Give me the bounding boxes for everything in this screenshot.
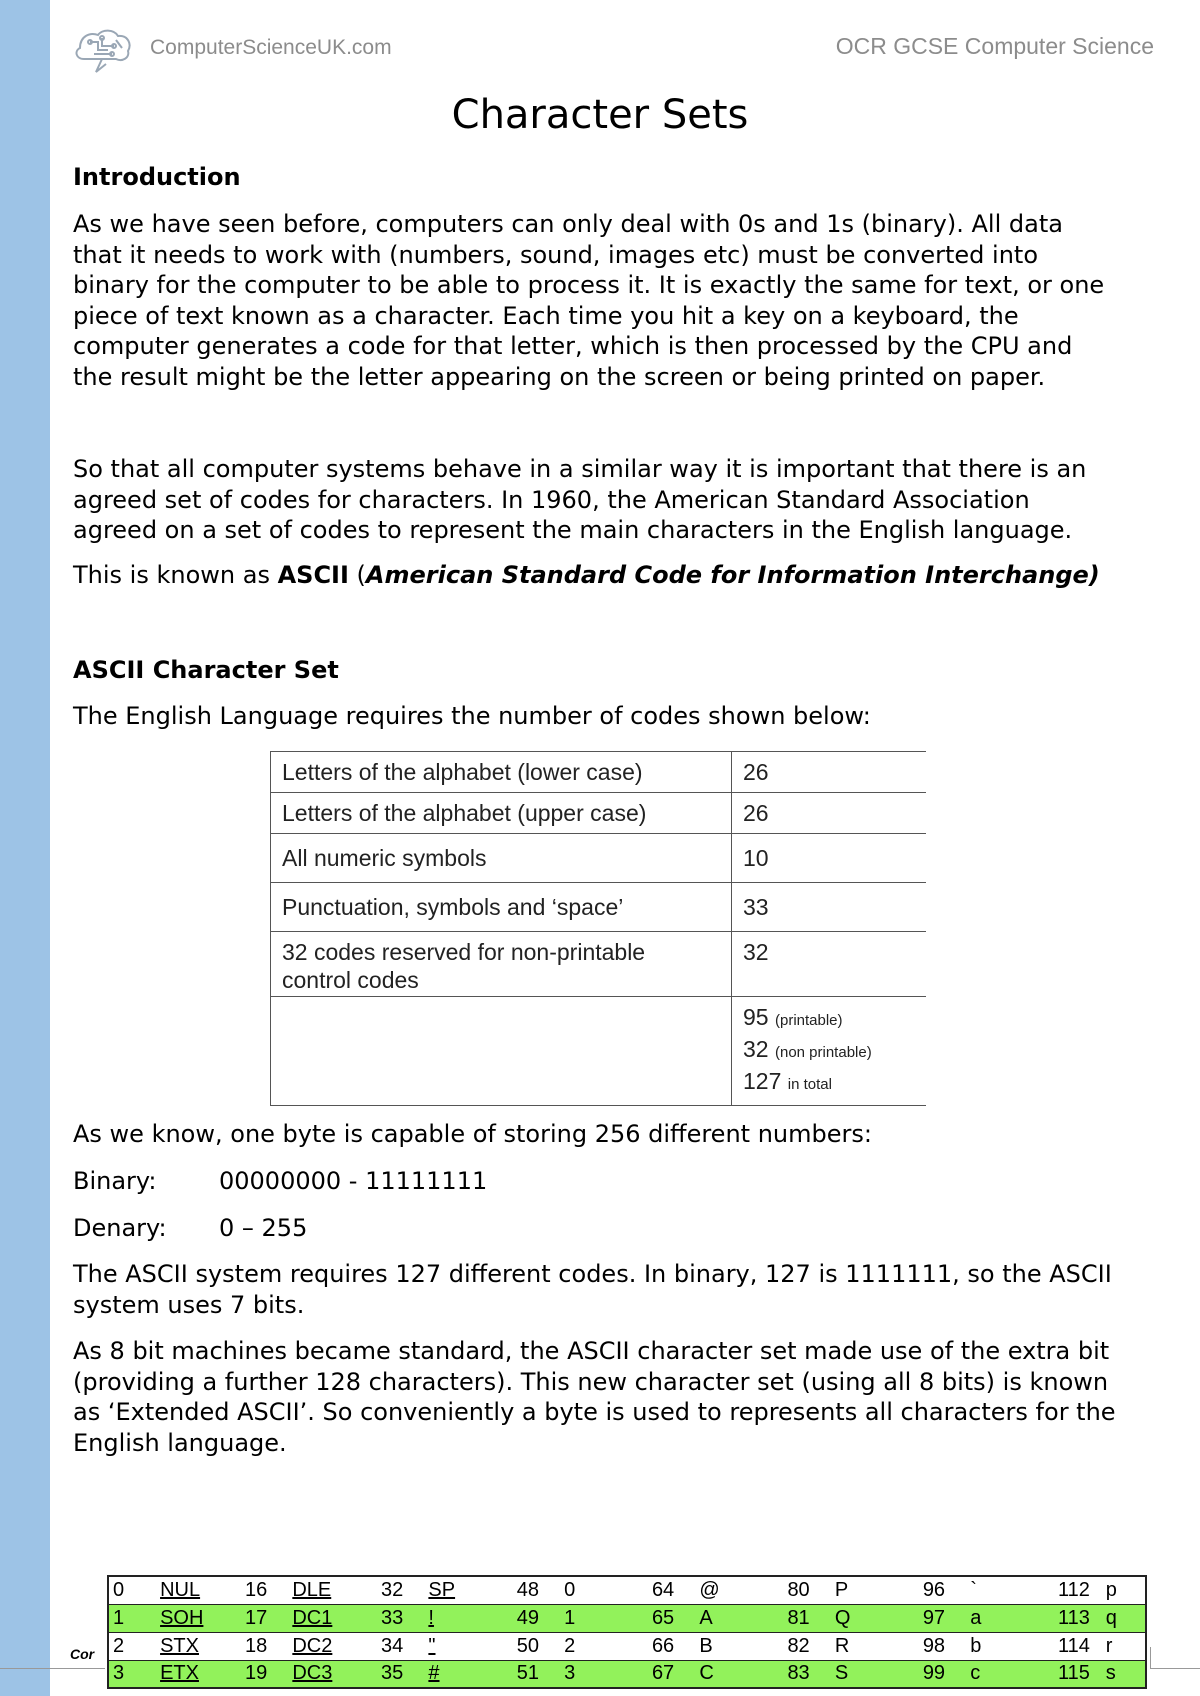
footer-rule-right xyxy=(1150,1668,1200,1669)
ascii-cell: 49 xyxy=(516,1606,539,1629)
ascii-cell: 115 xyxy=(1058,1662,1090,1685)
ascii-cell: B xyxy=(699,1634,713,1657)
ascii-cell: 80 xyxy=(787,1578,810,1601)
ascii-cell: 97 xyxy=(922,1606,946,1629)
ascii-code-table xyxy=(107,1575,1147,1689)
ascii-cell: 18 xyxy=(244,1634,268,1657)
ascii-cell: DC1 xyxy=(292,1606,333,1629)
ascii-cell: DC2 xyxy=(292,1634,333,1657)
ascii-cell: DC3 xyxy=(292,1662,333,1685)
ascii-cell: P xyxy=(834,1578,849,1601)
ascii-cell: 113 xyxy=(1058,1606,1090,1629)
byte-paragraph: As we know, one byte is capable of storing 256 different numbers: xyxy=(73,1120,872,1148)
ascii-cell: STX xyxy=(160,1634,199,1657)
ascii-cell: 66 xyxy=(651,1634,675,1657)
ascii-cell: Q xyxy=(834,1606,851,1629)
ascii-cell: 0 xyxy=(564,1578,576,1601)
bits-paragraph: The ASCII system requires 127 different codes. In binary, 127 is 1111111, so the ASCII system uses 7 bits. xyxy=(73,1260,1112,1319)
ascii-cell: s xyxy=(1105,1662,1116,1685)
ascii-cell: SP xyxy=(428,1578,456,1601)
ascii-definition: This is known as ASCII (American Standard Code for Information Interchange) xyxy=(73,561,1100,589)
ascii-cell: 33 xyxy=(381,1606,404,1629)
site-logo-icon xyxy=(72,26,134,74)
ascii-cell: 1 xyxy=(113,1606,125,1629)
footer-rule-left xyxy=(0,1668,105,1669)
ascii-cell: 34 xyxy=(381,1634,404,1657)
table-row: Letters of the alphabet (lower case) 26 xyxy=(271,752,927,793)
ascii-section-lead: The English Language requires the number of codes shown below: xyxy=(73,702,871,730)
totals-cell: 95 (printable) 32 (non printable) 127 in total xyxy=(732,997,927,1106)
ascii-cell: 67 xyxy=(651,1662,675,1685)
ascii-cell: " xyxy=(428,1634,436,1657)
ascii-cell: p xyxy=(1105,1578,1117,1601)
ascii-cell: 50 xyxy=(516,1634,539,1657)
footer-rule-tick xyxy=(1150,1647,1151,1668)
intro-paragraph-1: As we have seen before, computers can only deal with 0s and 1s (binary). All data that it needs to work with (numbers, sound, images etc) must be converted into binary for the computer to be able to process it. It is exactly the same for text, or one piece of text known as a character. Each time you hit a key on a keyboard, the computer generates a code for that letter, which is then processed by the CPU and the result might be the letter appearing on the screen or being printed on paper. xyxy=(73,210,1105,391)
ascii-cell: 83 xyxy=(787,1662,810,1685)
ascii-section-heading: ASCII Character Set xyxy=(73,656,339,684)
table-row xyxy=(108,1660,1146,1688)
ascii-cell: 64 xyxy=(651,1578,675,1601)
table-row xyxy=(108,1604,1146,1632)
table-row: Letters of the alphabet (upper case) 26 xyxy=(271,793,927,834)
table-row xyxy=(108,1576,1146,1604)
table-row xyxy=(108,1632,1146,1660)
left-margin-bar xyxy=(0,0,50,1696)
ascii-cell: 19 xyxy=(244,1662,268,1685)
intro-paragraph-2: So that all computer systems behave in a similar way it is important that there is an agreed set of codes for characters. In 1960, the American Standard Association agreed on a set of codes to represent the main characters in the English language. xyxy=(73,455,1087,544)
ascii-cell: 99 xyxy=(922,1662,946,1685)
table-row: 32 codes reserved for non-printable control codes 32 xyxy=(271,932,927,997)
ascii-cell: 35 xyxy=(381,1662,404,1685)
ascii-cell: 48 xyxy=(516,1578,539,1601)
ascii-cell: r xyxy=(1105,1634,1113,1657)
ascii-cell: ` xyxy=(970,1578,977,1601)
ascii-cell: 96 xyxy=(922,1578,946,1601)
ascii-cell: @ xyxy=(699,1578,720,1601)
ascii-cell: A xyxy=(699,1606,713,1629)
ascii-cell: a xyxy=(970,1606,982,1629)
ascii-cell: 51 xyxy=(516,1662,539,1685)
ascii-cell: ETX xyxy=(160,1662,199,1685)
footer-fragment: Cor xyxy=(70,1646,95,1662)
page-title: Character Sets xyxy=(451,92,749,138)
ascii-cell: S xyxy=(834,1662,849,1685)
header-course-name: OCR GCSE Computer Science xyxy=(835,33,1154,59)
ascii-cell: NUL xyxy=(160,1578,201,1601)
ascii-cell: 3 xyxy=(564,1662,576,1685)
ascii-cell: 65 xyxy=(651,1606,675,1629)
ascii-cell: ! xyxy=(428,1606,434,1629)
extended-ascii-paragraph: As 8 bit machines became standard, the ASCII character set made use of the extra bit (providing a further 128 characters). This new character set (using all 8 bits) is known as ‘Extended ASCII’. So conveniently a byte is used to represents all characters for the English language. xyxy=(73,1337,1116,1457)
ascii-cell: # xyxy=(428,1662,440,1685)
header-site-name: ComputerScienceUK.com xyxy=(150,36,392,59)
code-count-table xyxy=(270,751,926,1106)
intro-heading: Introduction xyxy=(73,163,241,191)
ascii-cell: 16 xyxy=(244,1578,268,1601)
denary-range: Denary: 0 – 255 xyxy=(73,1214,308,1242)
ascii-cell: 98 xyxy=(922,1634,946,1657)
ascii-cell: 1 xyxy=(564,1606,576,1629)
ascii-cell: 0 xyxy=(113,1578,125,1601)
ascii-cell: C xyxy=(699,1662,714,1685)
ascii-cell: c xyxy=(970,1662,981,1685)
ascii-cell: DLE xyxy=(292,1578,332,1601)
ascii-cell: SOH xyxy=(160,1606,204,1629)
ascii-cell: 114 xyxy=(1058,1634,1090,1657)
ascii-cell: 82 xyxy=(787,1634,810,1657)
ascii-cell: 112 xyxy=(1058,1578,1090,1601)
ascii-cell: 2 xyxy=(113,1634,125,1657)
ascii-cell: 32 xyxy=(381,1578,404,1601)
ascii-cell: 81 xyxy=(787,1606,810,1629)
ascii-cell: b xyxy=(970,1634,982,1657)
ascii-cell: 3 xyxy=(113,1662,125,1685)
ascii-cell: 17 xyxy=(244,1606,268,1629)
table-row: Punctuation, symbols and ‘space’ 33 xyxy=(271,883,927,932)
table-row: All numeric symbols 10 xyxy=(271,834,927,883)
ascii-cell: 2 xyxy=(564,1634,576,1657)
ascii-cell: R xyxy=(834,1634,850,1657)
binary-range: Binary: 00000000 - 11111111 xyxy=(73,1167,488,1195)
totals-row xyxy=(271,997,927,1106)
ascii-cell: q xyxy=(1105,1606,1117,1629)
